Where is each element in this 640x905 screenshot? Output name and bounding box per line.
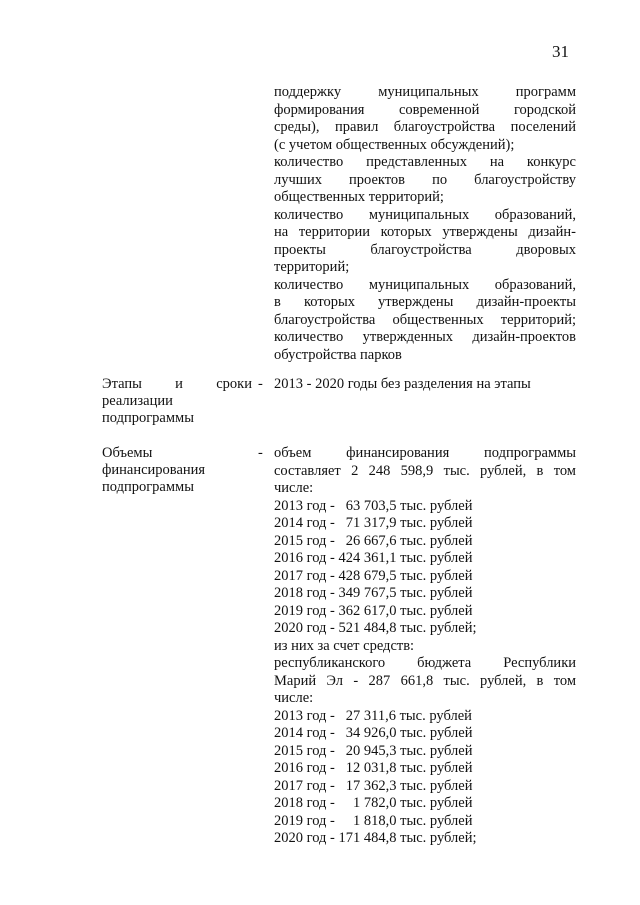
stages-value-text: 2013 - 2020 годы без разделения на этапы xyxy=(274,376,531,392)
text-line: 2019 год - 362 617,0 тыс. рублей xyxy=(274,602,473,619)
text-line: из них за счет средств: xyxy=(274,637,415,654)
text-line: республиканского бюджета Республики xyxy=(274,655,576,671)
label-line: Объемы xyxy=(102,445,153,461)
label-line: реализации xyxy=(102,393,173,409)
financing-dash: - xyxy=(258,445,263,461)
text-line: на территории которых утверждены дизайн- xyxy=(274,224,576,240)
text-line: количество муниципальных образований, xyxy=(274,276,576,293)
text-line: количество утвержденных дизайн-проектов xyxy=(274,329,576,345)
text-line: 2015 год - 26 667,6 тыс. рублей xyxy=(274,532,473,549)
text-line: количество муниципальных образований, xyxy=(274,206,576,223)
text-line: 2013 год - 63 703,5 тыс. рублей xyxy=(274,497,473,514)
text-line: проекты благоустройства дворовых xyxy=(274,241,576,258)
text-line: 2015 год - 20 945,3 тыс. рублей xyxy=(274,742,473,759)
text-line: обустройства парков xyxy=(274,346,402,363)
text-line: лучших проектов по благоустройству xyxy=(274,171,576,188)
text-line: 2014 год - 71 317,9 тыс. рублей xyxy=(274,515,473,531)
page-number: 31 xyxy=(552,42,569,61)
text-line: (с учетом общественных обсуждений); xyxy=(274,136,515,153)
text-line: общественных территорий; xyxy=(274,189,444,205)
text-line: составляет 2 248 598,9 тыс. рублей, в том xyxy=(274,462,576,479)
text-line: 2020 год - 171 484,8 тыс. рублей; xyxy=(274,830,477,846)
text-line: 2013 год - 27 311,6 тыс. рублей xyxy=(274,707,472,724)
indicators-list xyxy=(274,84,576,364)
text-line: территорий; xyxy=(274,259,350,275)
stages-dash: - xyxy=(258,376,263,392)
text-line: поддержку муниципальных программ xyxy=(274,84,576,100)
text-line: 2014 год - 34 926,0 тыс. рублей xyxy=(274,725,473,741)
label-line: Этапы и сроки xyxy=(102,376,252,392)
text-line: количество представленных на конкурс xyxy=(274,154,576,170)
text-line: Марий Эл - 287 661,8 тыс. рублей, в том xyxy=(274,672,576,689)
label-line: финансирования xyxy=(102,462,206,478)
text-line: 2018 год - 349 767,5 тыс. рублей xyxy=(274,585,473,601)
stages-label xyxy=(102,376,252,427)
financing-details xyxy=(274,445,576,848)
text-line: 2019 год - 1 818,0 тыс. рублей xyxy=(274,812,473,829)
label-line: подпрограммы xyxy=(102,479,194,495)
text-line: 2016 год - 424 361,1 тыс. рублей xyxy=(274,550,473,566)
text-line: числе: xyxy=(274,690,314,706)
text-line: формирования современной городской xyxy=(274,101,576,118)
text-line: 2017 год - 17 362,3 тыс. рублей xyxy=(274,777,473,794)
text-line: 2018 год - 1 782,0 тыс. рублей xyxy=(274,795,473,811)
text-line: объем финансирования подпрограммы xyxy=(274,445,576,461)
stages-value xyxy=(274,376,576,394)
text-line: благоустройства общественных территорий; xyxy=(274,311,576,328)
label-line: подпрограммы xyxy=(102,410,194,426)
text-line: в которых утверждены дизайн-проекты xyxy=(274,294,576,310)
text-line: среды), правил благоустройства поселений xyxy=(274,119,576,135)
financing-label xyxy=(102,445,252,496)
text-line: 2020 год - 521 484,8 тыс. рублей; xyxy=(274,620,477,636)
text-line: 2016 год - 12 031,8 тыс. рублей xyxy=(274,760,473,776)
text-line: 2017 год - 428 679,5 тыс. рублей xyxy=(274,567,473,584)
text-line: числе: xyxy=(274,480,314,496)
